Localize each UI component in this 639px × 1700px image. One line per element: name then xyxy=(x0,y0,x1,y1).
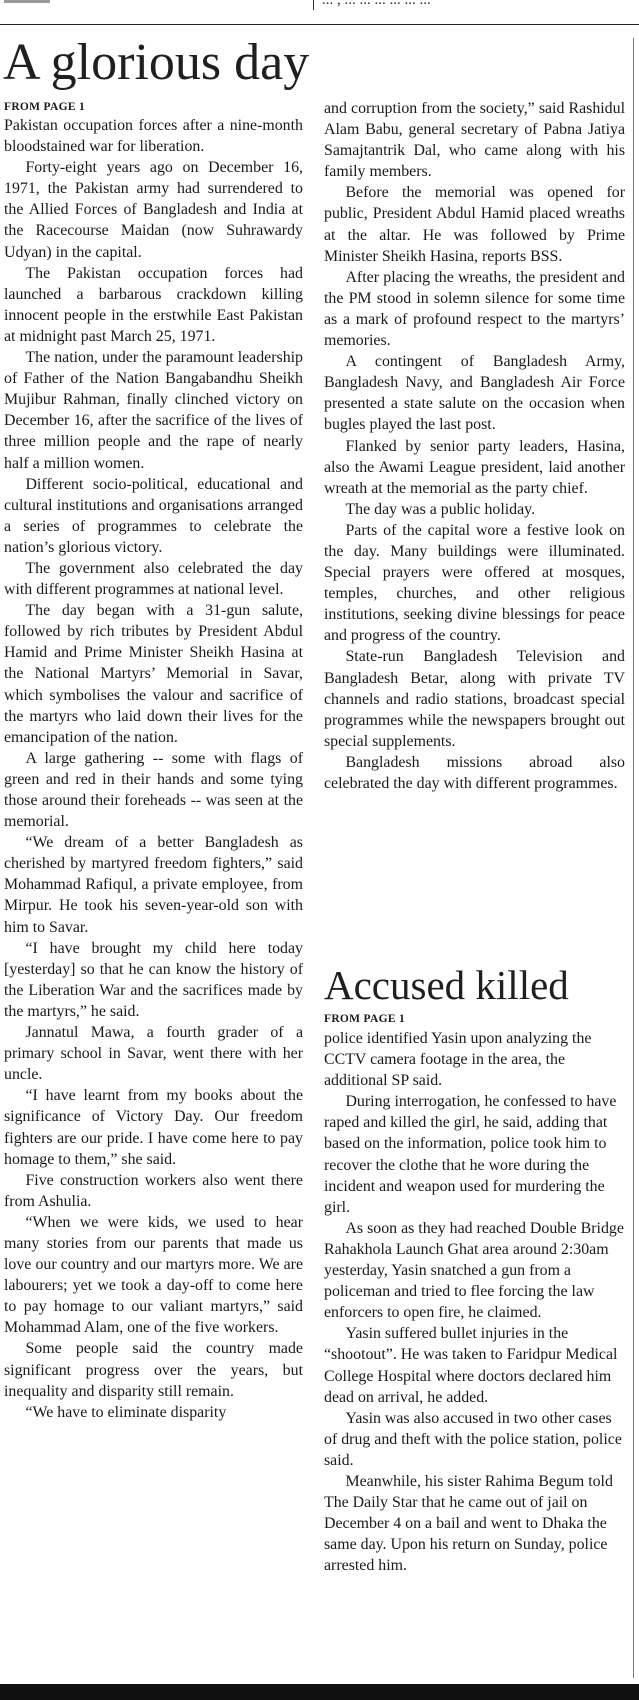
paragraph: Bangladesh missions abroad also celebrated the day with different programmes. xyxy=(324,753,625,792)
paragraph: “When we were kids, we used to hear many stories from our parents that made us love our country and our martyrs more. We are labourers; yet we took a day-off to come here to pay homage to our valiant martyrs,” said Mohammad Alam, one of the five workers. xyxy=(4,1213,303,1337)
paragraph: and corruption from the society,” said Rashidul Alam Babu, general secretary of Pabna Jatiya Samajtantrik Dal, who came along with his family members. xyxy=(324,100,625,181)
paragraph: State-run Bangladesh Television and Bangladesh Betar, along with private TV channels and radio stations, broadcast special programmes while the newspapers brought out special supplements. xyxy=(324,648,625,750)
article1-column-1 xyxy=(4,115,303,1423)
paragraph: Five construction workers also went there from Ashulia. xyxy=(4,1171,303,1210)
top-cutoff-text: ... , ... ... ... ... ... ... xyxy=(322,0,431,8)
paragraph: “We dream of a better Bangladesh as cherished by martyred freedom fighters,” said Mohammad Rafiqul, a private employee, from Mirpur. He took his seven-year-old son with him to Savar. xyxy=(4,834,303,936)
paragraph: The day was a public holiday. xyxy=(345,500,536,518)
paragraph: As soon as they had reached Double Bridge Rahakhola Launch Ghat area around 2:30am yesterday, Yasin snatched a gun from a policeman and tried to flee forcing the law enforcers to open fire, he claimed. xyxy=(324,1219,624,1322)
paragraph: Before the memorial was opened for public, President Abdul Hamid placed wreaths at the altar. He was followed by Prime Minister Sheikh Hasina, reports BSS. xyxy=(324,184,625,265)
article2-column xyxy=(324,1028,625,1576)
paragraph: “We have to eliminate disparity xyxy=(25,1403,227,1421)
paragraph: After placing the wreaths, the president and the PM stood in solemn silence for some time as a mark of profound respect to the martyrs’ memories. xyxy=(324,268,625,350)
paragraph: Yasin was also accused in two other cases of drug and theft with the police station, police said. xyxy=(324,1409,622,1469)
paragraph: A contingent of Bangladesh Army, Bangladesh Navy, and Bangladesh Air Force presented a state salute on the occasion when bugles played the last post. xyxy=(324,353,625,434)
right-column-rule xyxy=(633,38,634,1678)
paragraph: During interrogation, he confessed to have raped and killed the girl, he said, adding that based on the information, police took him to recover the clothe that he wore during the incident and weapon used for murdering the girl. xyxy=(324,1093,617,1216)
paragraph: “I have learnt from my books about the significance of Victory Day. Our freedom fighters are our pride. I have come here to pay homage to them,” she said. xyxy=(4,1087,303,1168)
paragraph: Pakistan occupation forces after a nine-month bloodstained war for liberation. xyxy=(4,117,303,156)
paragraph: Some people said the country made significant progress over the years, but inequality and disparity still remain. xyxy=(4,1340,303,1400)
paragraph: Flanked by senior party leaders, Hasina, also the Awami League president, laid another wreath at the memorial as the party chief. xyxy=(324,437,625,497)
from-page-label: FROM PAGE 1 xyxy=(324,1013,406,1025)
paragraph: The nation, under the paramount leadership of Father of the Nation Bangabandhu Sheikh Mujibur Rahman, finally clinched victory on December 16, after the sacrifice of the lives of three million people and the rape of nearly half a million women. xyxy=(4,349,303,472)
headline-a-glorious-day: A glorious day xyxy=(3,34,310,91)
top-strip xyxy=(0,0,639,26)
paragraph: Parts of the capital wore a festive look on the day. Many buildings were illuminated. Special prayers were offered at mosques, temples, churches, and other religious institutions, seeking divine blessings for peace and progress of the country. xyxy=(324,521,625,645)
paragraph: The Pakistan occupation forces had launched a barbarous crackdown killing innocent people in the erstwhile East Pakistan at midnight past March 25, 1971. xyxy=(4,264,303,345)
headline-accused-killed: Accused killed xyxy=(324,962,569,1008)
paragraph: The government also celebrated the day with different programmes at national level. xyxy=(4,559,303,599)
paragraph: Different socio-political, educational and cultural institutions and organisations arranged a series of programmes to celebrate the nation’s glorious victory. xyxy=(4,475,303,556)
paragraph: Forty-eight years ago on December 16, 1971, the Pakistan army had surrendered to the Allied Forces of Bangladesh and India at the Racecourse Maidan (now Suhrawardy Udyan) in the capital. xyxy=(4,159,303,261)
paragraph: A large gathering -- some with flags of green and red in their hands and some tying those around their foreheads -- was seen at the memorial. xyxy=(4,749,303,831)
paragraph: “I have brought my child here today [yesterday] so that he can know the history of the Liberation War and the sacrifices made by the martyrs,” he said. xyxy=(4,939,303,1020)
paragraph: Jannatul Mawa, a fourth grader of a primary school in Savar, went there with her uncle. xyxy=(4,1024,303,1084)
article1-column-2 xyxy=(324,98,625,794)
paragraph: Yasin suffered bullet injuries in the “shootout”. He was taken to Faridpur Medical College Hospital where doctors declared him dead on arrival, he added. xyxy=(324,1325,618,1406)
top-column-divider xyxy=(313,0,314,10)
top-left-mark xyxy=(4,0,50,3)
from-page-label: FROM PAGE 1 xyxy=(4,101,86,113)
paragraph: police identified Yasin upon analyzing the CCTV camera footage in the area, the additional SP said. xyxy=(324,1030,592,1090)
paragraph: The day began with a 31-gun salute, followed by rich tributes by President Abdul Hamid and Prime Minister Sheikh Hasina at the National Martyrs’ Memorial in Savar, which symbolises the valour and sacrifice of the martyrs who laid down their lives for the emancipation of the nation. xyxy=(4,602,303,746)
top-rule xyxy=(0,24,639,25)
paragraph: Meanwhile, his sister Rahima Begum told The Daily Star that he came out of jail on December 4 on a bail and went to Dhaka the same day. Upon his return on Sunday, police arrested him. xyxy=(324,1472,613,1575)
bottom-bar xyxy=(0,1684,639,1700)
